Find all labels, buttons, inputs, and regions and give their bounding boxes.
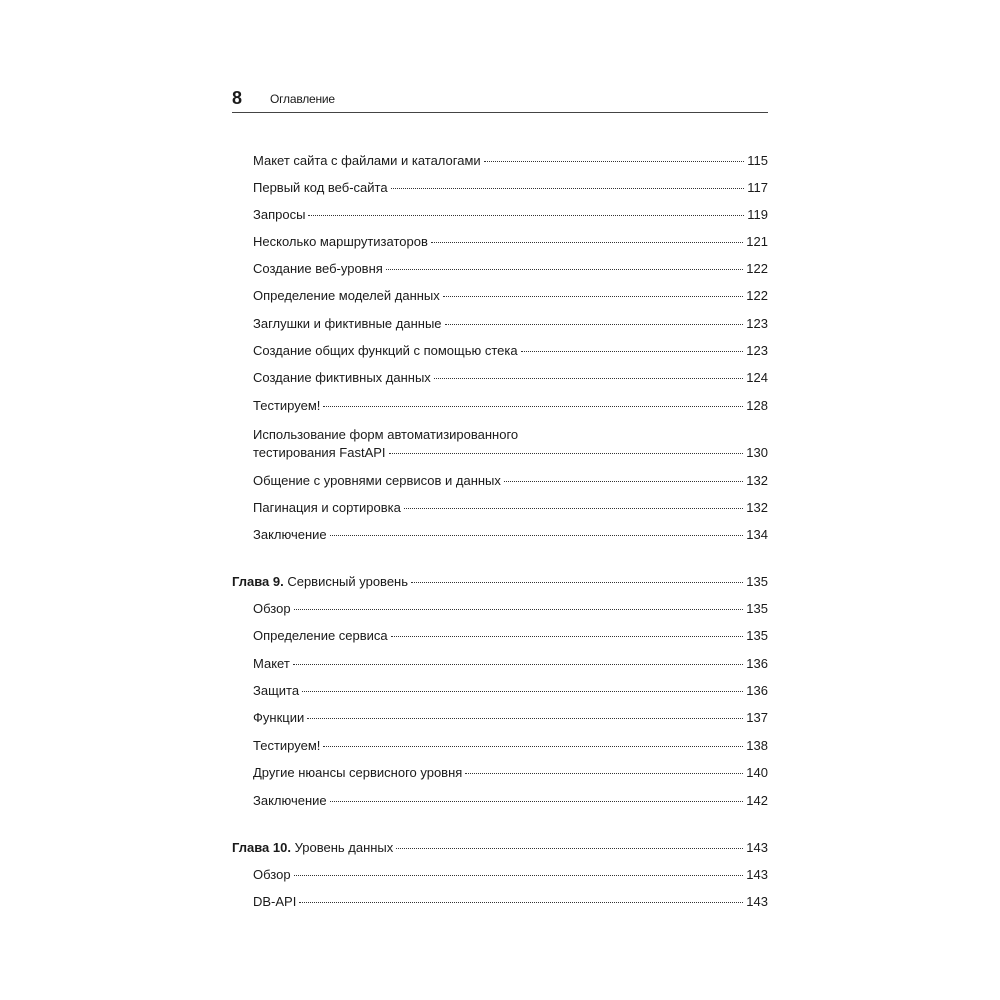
toc-page-number: 132 — [746, 500, 768, 515]
toc-page-number: 122 — [746, 288, 768, 303]
toc-entry[interactable] — [253, 369, 768, 387]
dot-leader — [391, 188, 745, 189]
dot-leader — [443, 296, 744, 297]
toc-entry-title: Запросы — [253, 207, 306, 222]
toc-entry-title: Заглушки и фиктивные данные — [253, 316, 442, 331]
toc-page-number: 143 — [746, 840, 768, 855]
toc-entry-title: Защита — [253, 683, 300, 698]
toc-entry-title: Обзор — [253, 601, 291, 616]
toc-entry-title: Заключение — [253, 793, 327, 808]
toc-entry[interactable] — [253, 287, 768, 305]
toc-page-number: 115 — [747, 153, 768, 168]
toc-entry-title: Тестируем! — [253, 738, 321, 753]
toc-page-number: 122 — [746, 261, 768, 276]
dot-leader — [504, 481, 743, 482]
dot-leader — [294, 609, 744, 610]
toc-page-number: 123 — [746, 316, 768, 331]
toc-entry-title: Глава 9. Сервисный уровень — [232, 574, 408, 589]
toc-entry-title: Тестируем! — [253, 398, 321, 413]
toc-entry[interactable] — [253, 152, 768, 170]
toc-page-number: 121 — [746, 234, 768, 249]
toc-entry[interactable] — [253, 206, 768, 224]
toc-entry[interactable] — [253, 397, 768, 415]
toc-entry[interactable] — [253, 233, 768, 251]
dot-leader — [323, 406, 743, 407]
toc-page-number: 136 — [746, 683, 768, 698]
toc-page-number: 135 — [746, 601, 768, 616]
dot-leader — [299, 902, 743, 903]
toc-page-number: 140 — [746, 765, 768, 780]
dot-leader — [445, 324, 744, 325]
toc-entry-title: Обзор — [253, 867, 291, 882]
running-title: Оглавление — [270, 92, 335, 106]
toc-chapter-entry[interactable] — [232, 839, 768, 857]
toc-entry-title: Глава 10. Уровень данных — [232, 840, 394, 855]
toc-page-number: 142 — [746, 793, 768, 808]
dot-leader — [293, 664, 744, 665]
dot-leader — [404, 508, 743, 509]
dot-leader — [330, 535, 744, 536]
dot-leader — [411, 582, 743, 583]
toc-entry-title: Макет сайта с файлами и каталогами — [253, 153, 481, 168]
toc-entry-title: Макет — [253, 656, 290, 671]
toc-page-number: 123 — [746, 343, 768, 358]
toc-entry[interactable] — [253, 792, 768, 810]
toc-entry[interactable] — [253, 315, 768, 333]
toc-page-number: 130 — [746, 445, 768, 460]
toc-entry-title: Заключение — [253, 527, 327, 542]
toc-entry-title: Создание фиктивных данных — [253, 370, 431, 385]
toc-entry-title: Определение моделей данных — [253, 288, 440, 303]
dot-leader — [294, 875, 744, 876]
dot-leader — [465, 773, 743, 774]
toc-page-number: 137 — [746, 710, 768, 725]
page-number: 8 — [232, 88, 243, 108]
dot-leader — [323, 746, 743, 747]
toc-entry-title: Другие нюансы сервисного уровня — [253, 765, 463, 780]
toc-entry-title: Создание веб-уровня — [253, 261, 383, 276]
dot-leader — [521, 351, 744, 352]
toc-entry[interactable] — [253, 866, 768, 884]
dot-leader — [389, 453, 744, 454]
toc-page-number: 138 — [746, 738, 768, 753]
toc-entry-title: Создание общих функций с помощью стека — [253, 343, 518, 358]
toc-page-number: 128 — [746, 398, 768, 413]
toc-entry[interactable] — [253, 526, 768, 544]
dot-leader — [308, 215, 744, 216]
toc-entry[interactable] — [253, 444, 768, 462]
toc-chapter-entry[interactable] — [232, 573, 768, 591]
toc-page-number: 119 — [747, 207, 768, 222]
toc-entry-title: Пагинация и сортировка — [253, 500, 401, 515]
toc-entry-title: Несколько маршрутизаторов — [253, 234, 428, 249]
toc-page-number: 143 — [746, 867, 768, 882]
dot-leader — [386, 269, 743, 270]
toc-entry[interactable] — [253, 655, 768, 673]
toc-entry[interactable] — [253, 737, 768, 755]
toc-entry-title: DB-API — [253, 894, 297, 909]
toc-entry-title: тестирования FastAPI — [253, 445, 386, 460]
toc-entry[interactable] — [253, 179, 768, 197]
dot-leader — [484, 161, 745, 162]
toc-entry-title: Определение сервиса — [253, 628, 388, 643]
toc-entry[interactable] — [253, 682, 768, 700]
toc-entry[interactable] — [253, 764, 768, 782]
dot-leader — [431, 242, 743, 243]
dot-leader — [330, 801, 744, 802]
toc-entry[interactable] — [253, 260, 768, 278]
dot-leader — [307, 718, 743, 719]
dot-leader — [434, 378, 743, 379]
toc-entry[interactable] — [253, 709, 768, 727]
toc-entry-line1: Использование форм автоматизированного — [253, 427, 519, 442]
dot-leader — [391, 636, 744, 637]
toc-entry[interactable] — [253, 499, 768, 517]
chapter-label: Глава 9. — [232, 574, 284, 589]
toc-page-number: 135 — [746, 628, 768, 643]
page-header — [232, 86, 768, 113]
toc-page-number: 143 — [746, 894, 768, 909]
toc-page-number: 124 — [746, 370, 768, 385]
toc-entry[interactable] — [253, 627, 768, 645]
dot-leader — [302, 691, 743, 692]
toc-entry[interactable] — [253, 472, 768, 490]
toc-page-number: 136 — [746, 656, 768, 671]
toc-entry-title: Функции — [253, 710, 305, 725]
toc-page-number: 117 — [747, 180, 768, 195]
toc-entry[interactable] — [253, 893, 768, 911]
toc-entry[interactable] — [253, 342, 768, 360]
toc-entry[interactable] — [253, 600, 768, 618]
chapter-label: Глава 10. — [232, 840, 291, 855]
toc-page-number: 132 — [746, 473, 768, 488]
toc-page-number: 135 — [746, 574, 768, 589]
toc-page-number: 134 — [746, 527, 768, 542]
dot-leader — [396, 848, 743, 849]
toc-entry-title: Общение с уровнями сервисов и данных — [253, 473, 501, 488]
toc-entry-title: Первый код веб-сайта — [253, 180, 388, 195]
